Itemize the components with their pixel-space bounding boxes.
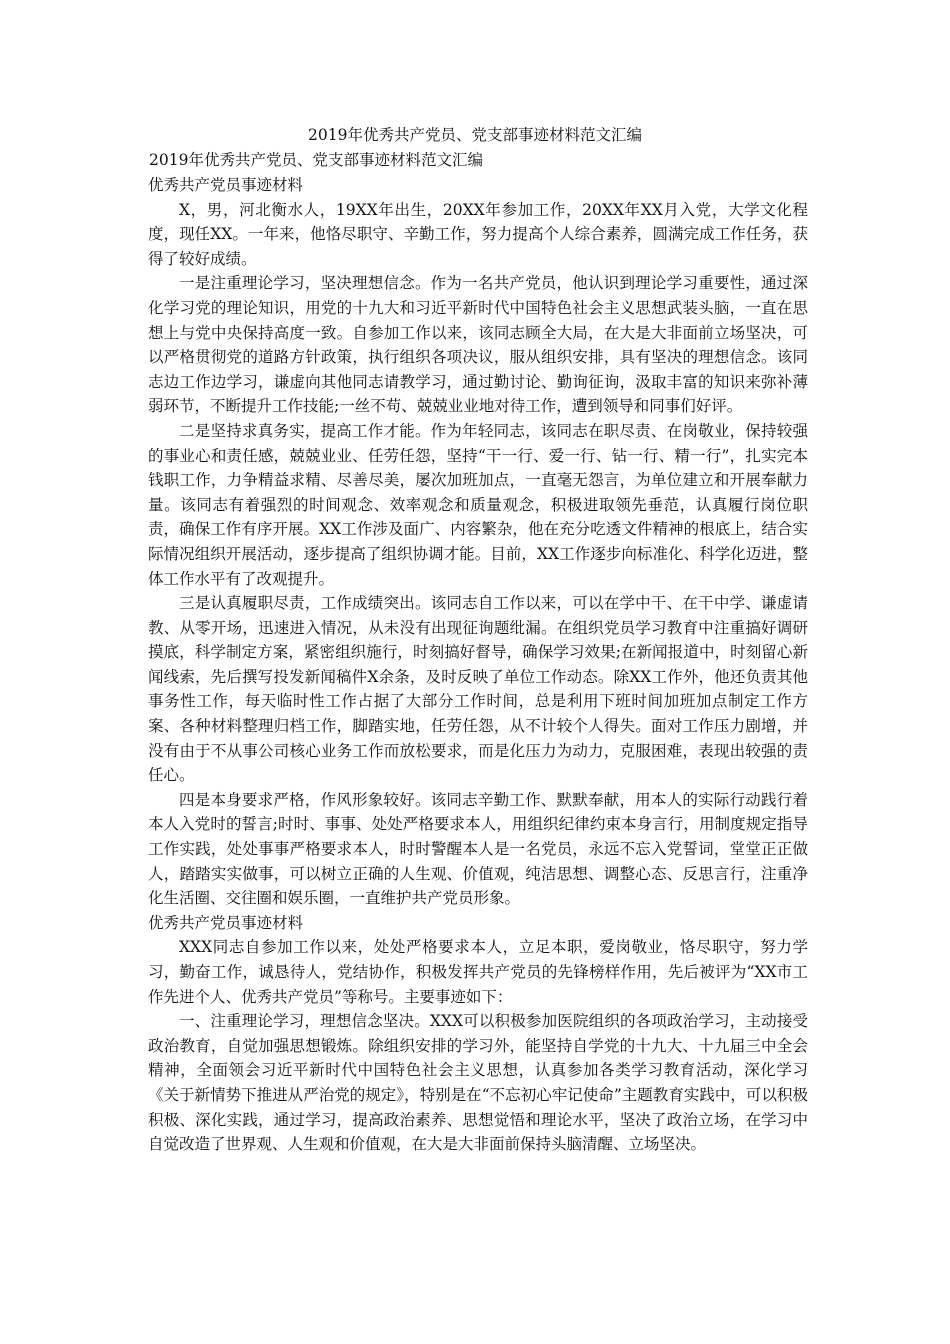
- section2-paragraph: 一、注重理论学习，理想信念坚决。XXX可以积极参加医院组织的各项政治学习，主动接受政治教育，自觉加强思想锻炼。除组织安排的学习外，能坚持自学党的十九大、十九届三中全会精神，全面领会习近平新时代中国特色社会主义思想，认真参加各类学习教育活动，深化学习《关于新情势下推进从严治党的规定》，特别是在“不忘初心牢记使命”主题教育实践中，可以积极积极、深化实践，通过学习，提高政治素养、思想觉悟和理论水平，坚决了政治立场，在学习中自觉改造了世界观、人生观和价值观，在大是大非面前保持头脑清醒、立场坚决。: [148, 1012, 808, 1154]
- section1-paragraph: 一是注重理论学习，坚决理想信念。作为一名共产党员，他认识到理论学习重要性，通过深化学习党的理论知识，用党的十九大和习近平新时代中国特色社会主义思想武装头脑，一直在思想上与党中央保持高度一致。自参加工作以来，该同志顾全大局，在大是大非面前立场坚决，可以严格贯彻党的道路方针政策，执行组织各项决议，服从组织安排，具有坚决的理想信念。该同志边工作边学习，谦虚向其他同志请教学习，通过勤讨论、勤询征询，汲取丰富的知识来弥补薄弱环节，不断提升工作技能;一丝不苟、兢兢业业地对待工作，遭到领导和同事们好评。: [148, 274, 808, 416]
- document-subtitle: 2019年优秀共产党员、党支部事迹材料范文汇编: [149, 151, 483, 169]
- document-title: 2019年优秀共产党员、党支部事迹材料范文汇编: [308, 126, 642, 144]
- document-body: [148, 148, 808, 1157]
- section1-paragraph: X，男，河北衡水人，19XX年出生，20XX年参加工作，20XX年XX月入党，大学文化程度，现任XX。一年来，他恪尽职守、辛勤工作，努力提高个人综合素养，圆满完成工作任务，获得了较好成绩。: [148, 200, 808, 268]
- section-heading-2: 优秀共产党员事迹材料: [148, 913, 304, 932]
- section2-paragraph: XXX同志自参加工作以来，处处严格要求本人，立足本职，爱岗敬业，恪尽职守，努力学习，勤奋工作，诚恳待人，党结协作，积极发挥共产党员的先锋榜样作用，先后被评为“XX市工作先进个人、优秀共产党员”等称号。主要事迹如下：: [148, 938, 808, 1006]
- section1-paragraph: 四是本身要求严格，作风形象较好。该同志辛勤工作、默默奉献，用本人的实际行动践行着本人入党时的誓言;时时、事事、处处严格要求本人，用组织纪律约束本身言行，用制度规定指导工作实践，处处事事严格要求本人，时时警醒本人是一名党员，永远不忘入党誓词，堂堂正正做人，踏踏实实做事，可以树立正确的人生观、价值观，纯洁思想、调整心态、反思言行，注重净化生活圈、交往圈和娱乐圈，一直维护共产党员形象。: [148, 790, 808, 908]
- section1-paragraph: 二是坚持求真务实，提高工作才能。作为年轻同志，该同志在职尽责、在岗敬业，保持较强的事业心和责任感，兢兢业业、任劳任怨，坚持“干一行、爱一行、钻一行、精一行”，扎实完本钱职工作，力争精益求精、尽善尽美，屡次加班加点，一直毫无怨言，为单位建立和开展奉献力量。该同志有着强烈的时间观念、效率观念和质量观念，积极进取领先垂范，认真履行岗位职责，确保工作有序开展。XX工作涉及面广、内容繁杂，他在充分吃透文件精神的根底上，结合实际情况组织开展活动，逐步提高了组织协调才能。目前，XX工作逐步向标准化、科学化迈进，整体工作水平有了改观提升。: [148, 421, 808, 588]
- section1-paragraph: 三是认真履职尽责，工作成绩突出。该同志自工作以来，可以在学中干、在干中学、谦虚请教、从零开场，迅速进入情况，从未没有出现征询题纰漏。在组织党员学习教育中注重搞好调研摸底，科学制定方案，紧密组织施行，时刻搞好督导，确保学习效果;在新闻报道中，时刻留心新闻线索，先后撰写投发新闻稿件X余条，及时反映了单位工作动态。除XX工作外，他还负责其他事务性工作，每天临时性工作占据了大部分工作时间，总是利用下班时间加班加点制定工作方案、各种材料整理归档工作，脚踏实地，任劳任怨，从不计较个人得失。面对工作压力剧增，并没有由于不从事公司核心业务工作而放松要求，而是化压力为动力，克服困难，表现出较强的责任心。: [148, 594, 808, 785]
- section-heading-1: 优秀共产党员事迹材料: [148, 176, 304, 194]
